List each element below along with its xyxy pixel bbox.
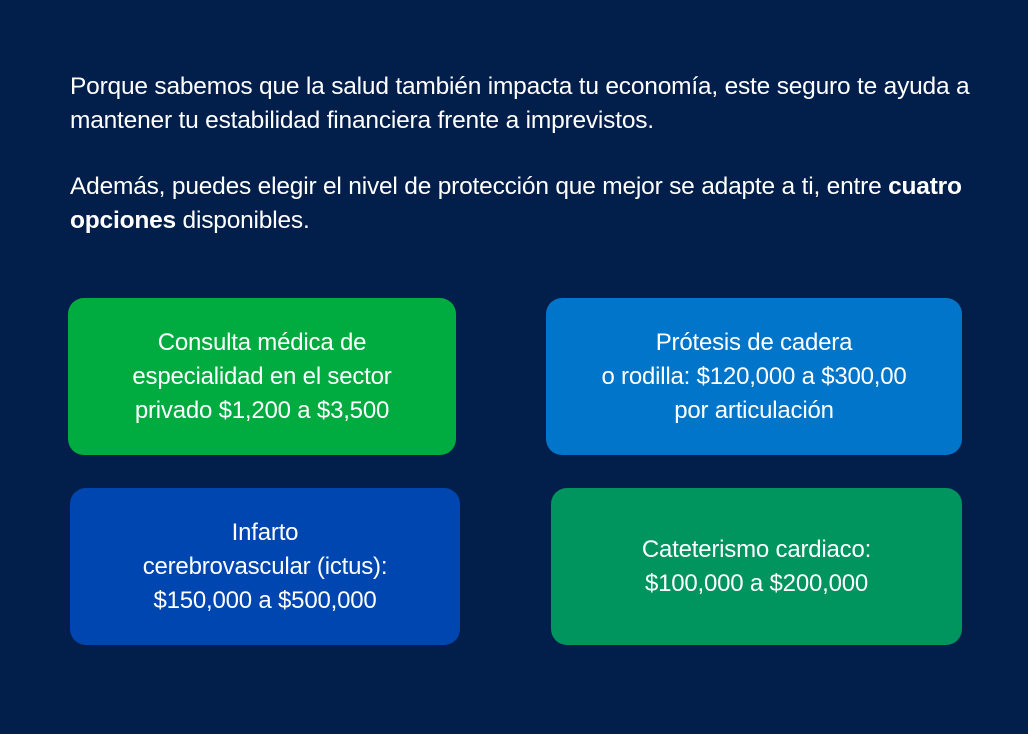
coverage-card-line: Infarto — [231, 518, 299, 546]
coverage-card-text — [642, 533, 871, 601]
coverage-card-line: Consulta médica de — [157, 328, 367, 356]
intro-paragraph-1: Porque sabemos que la salud también impacta tu economía, este seguro te ayuda a mantener tu estabilidad financiera frente a imprevistos. — [70, 73, 970, 134]
intro-text — [70, 70, 970, 238]
coverage-card-consulta — [68, 298, 456, 455]
coverage-card-line: cerebrovascular (ictus): — [142, 552, 388, 580]
coverage-card-line: privado $1,200 a $3,500 — [134, 396, 390, 424]
intro-paragraph-2-start: Además, puedes elegir el nivel de protección que mejor se adapte a ti, entre — [70, 173, 889, 200]
intro-paragraph-2-end: disponibles. — [175, 207, 310, 234]
coverage-card-cateterismo — [551, 488, 962, 645]
coverage-card-line: $150,000 a $500,000 — [153, 586, 377, 614]
coverage-card-line: $100,000 a $200,000 — [644, 569, 869, 597]
coverage-card-protesis — [546, 298, 962, 455]
intro-highlight: cuatro opciones — [70, 173, 962, 234]
coverage-card-text — [132, 326, 391, 428]
coverage-card-line: Cateterismo cardiaco: — [641, 535, 872, 563]
coverage-card-text — [143, 516, 388, 618]
coverage-card-infarto — [70, 488, 460, 645]
coverage-card-line: especialidad en el sector — [132, 362, 392, 390]
coverage-card-line: por articulación — [674, 396, 834, 424]
intro-paragraph-2 — [70, 170, 970, 238]
coverage-card-line: Prótesis de cadera — [655, 328, 853, 356]
coverage-card-line: o rodilla: $120,000 a $300,00 — [601, 362, 907, 390]
coverage-card-text — [601, 326, 906, 428]
